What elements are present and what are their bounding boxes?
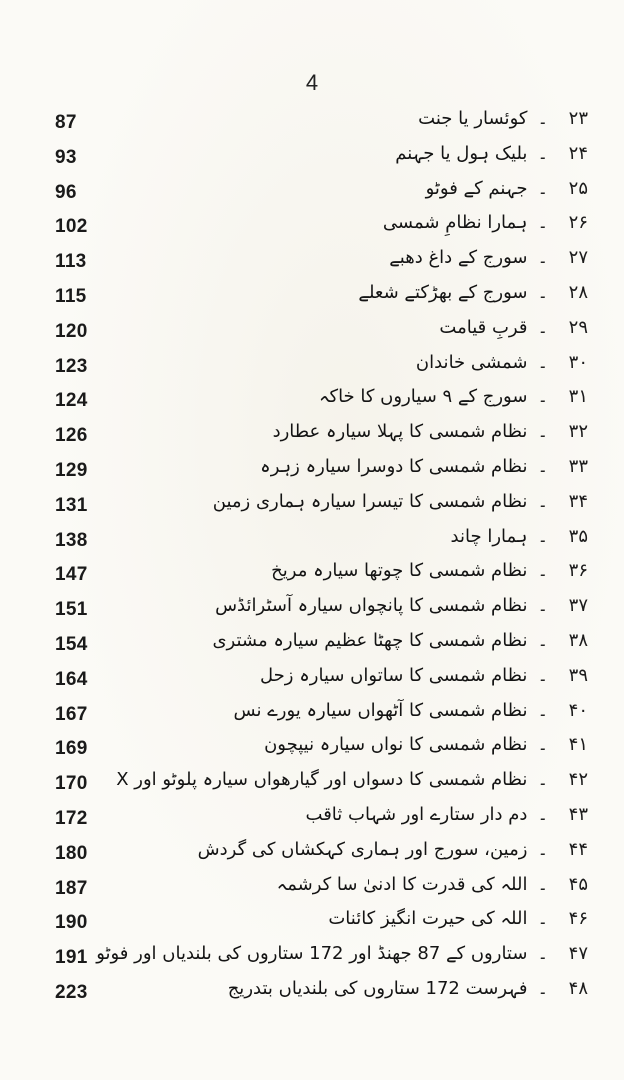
toc-entry-separator: ۔ — [537, 838, 548, 860]
toc-entry-number: ۳۸ — [568, 629, 588, 651]
toc-entry-title: شمشی خاندان — [415, 351, 528, 373]
toc-entry-title: جہنم کے فوٹو — [425, 177, 528, 199]
toc-entry-text — [260, 665, 588, 686]
toc-entry — [0, 212, 624, 247]
toc-page-number: 120 — [55, 320, 88, 342]
toc-page-number: 131 — [55, 494, 88, 516]
toc-entry — [0, 143, 624, 178]
toc-entry-separator: ۔ — [537, 108, 548, 129]
toc-entry-text — [389, 247, 588, 268]
toc-entry-number: ۳۳ — [568, 455, 588, 477]
toc-entry-text — [271, 560, 588, 581]
toc-entry-text — [306, 804, 588, 825]
toc-page-number: 154 — [55, 633, 88, 655]
toc-entry-separator: ۔ — [537, 316, 548, 338]
toc-entry-number: ۳۱ — [568, 386, 588, 408]
toc-entry — [0, 386, 624, 421]
toc-entry-title: نظام شمسی کا نواں سیارہ نیپچون — [264, 734, 528, 756]
toc-entry-text — [383, 212, 588, 233]
toc-entry — [0, 978, 624, 1013]
toc-entry — [0, 908, 624, 943]
toc-entry-text — [215, 595, 588, 616]
toc-entry-title: اللہ کی قدرت کا ادنیٰ سا کرشمہ — [276, 873, 528, 895]
toc-page-number: 129 — [55, 459, 88, 481]
toc-page-number: 151 — [55, 599, 88, 621]
toc-entry-title: نظام شمسی کا آٹھواں سیارہ یورے نس — [233, 699, 528, 721]
toc-entry-text — [451, 526, 588, 547]
toc-entry-separator: ۔ — [537, 908, 548, 930]
toc-entry — [0, 874, 624, 909]
toc-entry-number: ۴۵ — [568, 873, 588, 895]
toc-entry-number: ۳۲ — [568, 421, 588, 443]
toc-entry-separator: ۔ — [537, 212, 548, 234]
toc-page-number: 170 — [55, 773, 88, 795]
toc-entry-number: ۴۶ — [568, 908, 588, 930]
toc-entry — [0, 317, 624, 352]
toc-entry-number: ۲۳ — [568, 108, 588, 129]
toc-entry-separator: ۔ — [537, 560, 548, 582]
toc-entry-separator: ۔ — [537, 455, 548, 477]
toc-entry — [0, 700, 624, 735]
toc-entry-separator: ۔ — [537, 769, 548, 791]
toc-entry-title: ہمارا نظامِ شمسی — [382, 212, 528, 234]
toc-entry-title: بلیک ہول یا جہنم — [395, 142, 528, 164]
toc-entry-separator: ۔ — [537, 629, 548, 651]
toc-entry-title: سورج کے بھڑکتے شعلے — [358, 281, 528, 303]
toc-entry-number: ۲۵ — [568, 177, 588, 199]
toc-page-number: 123 — [55, 355, 88, 377]
toc-entry — [0, 595, 624, 630]
toc-entry-title: نظام شمسی کا پہلا سیارہ عطارد — [272, 421, 528, 443]
toc-entry-title: نظام شمسی کا ساتواں سیارہ زحل — [260, 664, 528, 686]
toc-entry-separator: ۔ — [537, 873, 548, 895]
toc-page-number: 93 — [55, 146, 77, 168]
toc-entry-text — [212, 630, 588, 651]
toc-entry-separator: ۔ — [537, 351, 548, 373]
toc-entry-separator: ۔ — [537, 281, 548, 303]
toc-page-number: 113 — [55, 251, 87, 273]
toc-entry-text — [418, 108, 588, 129]
toc-entry-title: زمین، سورج اور ہماری کہکشاں کی گردش — [197, 838, 528, 860]
toc-entry — [0, 352, 624, 387]
toc-entry-title: کوئسار یا جنت — [418, 108, 528, 129]
toc-entry-title: سورج کے داغ دھبے — [389, 247, 528, 269]
table-of-contents — [0, 108, 624, 1013]
toc-page-number: 164 — [55, 668, 88, 690]
toc-entry-number: ۴۱ — [568, 734, 588, 756]
toc-entry-title: نظام شمسی کا چوتھا سیارہ مریخ — [271, 560, 528, 582]
toc-entry-number: ۲۹ — [568, 316, 588, 338]
toc-entry-title: فہرست 172 ستاروں کی بلندیاں بتدریج — [227, 977, 528, 999]
toc-entry — [0, 839, 624, 874]
toc-entry-number: ۳۷ — [568, 595, 588, 617]
toc-page-number: 167 — [55, 703, 88, 725]
toc-page-number: 102 — [55, 216, 88, 238]
toc-page-number: 187 — [55, 877, 88, 899]
toc-entry-text — [328, 908, 588, 929]
toc-page-number: 169 — [55, 738, 88, 760]
toc-entry — [0, 282, 624, 317]
toc-entry-separator: ۔ — [537, 595, 548, 617]
toc-entry-number: ۴۸ — [568, 977, 588, 999]
toc-page-number: 180 — [55, 842, 88, 864]
toc-entry-title: اللہ کی حیرت انگیز کائنات — [328, 908, 528, 930]
toc-entry-number: ۴۴ — [568, 838, 588, 860]
toc-page-number: 191 — [55, 947, 88, 969]
toc-page-number: 126 — [55, 425, 88, 447]
toc-page-number: 96 — [55, 181, 77, 203]
toc-entry-separator: ۔ — [537, 525, 548, 547]
toc-entry-title: نظام شمسی کا دوسرا سیارہ زہرہ — [260, 455, 528, 477]
toc-entry-separator: ۔ — [537, 177, 548, 199]
toc-entry-separator: ۔ — [537, 943, 548, 965]
toc-entry-number: ۲۶ — [568, 212, 588, 234]
toc-entry-title: قربِ قیامت — [439, 316, 528, 338]
toc-entry-separator: ۔ — [537, 247, 548, 269]
toc-entry — [0, 421, 624, 456]
toc-page-number: 147 — [55, 564, 88, 586]
toc-entry-text — [358, 282, 588, 303]
toc-entry-number: ۴۷ — [568, 943, 588, 965]
toc-page-number: 172 — [55, 807, 88, 829]
toc-entry-number: ۲۸ — [568, 281, 588, 303]
toc-entry-separator: ۔ — [537, 386, 548, 408]
toc-entry — [0, 943, 624, 978]
toc-entry-text — [277, 874, 588, 895]
toc-entry — [0, 734, 624, 769]
toc-entry — [0, 804, 624, 839]
toc-entry — [0, 665, 624, 700]
toc-entry-text — [96, 943, 588, 964]
toc-page-number: 124 — [55, 390, 88, 412]
toc-entry-number: ۲۷ — [568, 247, 588, 269]
toc-entry-text — [228, 978, 588, 999]
toc-entry — [0, 456, 624, 491]
toc-entry — [0, 491, 624, 526]
toc-entry-separator: ۔ — [537, 664, 548, 686]
toc-entry-separator: ۔ — [537, 142, 548, 164]
toc-entry — [0, 560, 624, 595]
toc-entry — [0, 526, 624, 561]
toc-page-number: 138 — [55, 529, 88, 551]
toc-entry-title: نظام شمسی کا چھٹا عظیم سیارہ مشتری — [212, 629, 528, 651]
toc-entry-title: ستاروں کے 87 جھنڈ اور 172 ستاروں کی بلندیاں اور فوٹو — [96, 943, 528, 965]
toc-page-number: 190 — [55, 912, 88, 934]
page-number: 4 — [305, 70, 319, 95]
toc-entry — [0, 630, 624, 665]
toc-entry-number: ۳۹ — [568, 664, 588, 686]
toc-entry-number: ۴۰ — [568, 699, 588, 721]
toc-entry-number: ۳۶ — [568, 560, 588, 582]
toc-entry-number: ۳۰ — [568, 351, 588, 373]
toc-entry-text — [234, 700, 588, 721]
toc-entry-separator: ۔ — [537, 803, 548, 825]
toc-entry-text — [198, 839, 588, 860]
toc-entry-separator: ۔ — [537, 490, 548, 512]
toc-entry-text — [319, 386, 588, 407]
toc-entry-text — [439, 317, 588, 338]
toc-entry-text — [264, 734, 588, 755]
toc-entry — [0, 769, 624, 804]
toc-entry-title: ہمارا چاند — [450, 525, 528, 547]
toc-entry-separator: ۔ — [537, 699, 548, 721]
toc-entry-text — [416, 352, 588, 373]
toc-entry-separator: ۔ — [537, 421, 548, 443]
toc-entry — [0, 247, 624, 282]
toc-entry-text — [116, 769, 588, 790]
toc-entry-text — [273, 421, 588, 442]
toc-page-number: 87 — [55, 112, 77, 133]
toc-entry-text — [213, 491, 588, 512]
toc-entry-title: نظام شمسی کا تیسرا سیارہ ہماری زمین — [212, 490, 528, 512]
toc-entry — [0, 108, 624, 143]
toc-entry-text — [260, 456, 588, 477]
toc-entry-text — [395, 143, 588, 164]
toc-entry-number: ۴۳ — [568, 803, 588, 825]
toc-entry — [0, 178, 624, 213]
toc-entry-title: نظام شمسی کا دسواں اور گیارھواں سیارہ پلوٹو اور X — [116, 769, 528, 791]
toc-entry-number: ۴۲ — [568, 769, 588, 791]
toc-entry-separator: ۔ — [537, 734, 548, 756]
toc-entry-title: دم دار ستارے اور شہاب ثاقب — [305, 803, 528, 825]
toc-page-number: 115 — [55, 285, 87, 307]
toc-entry-separator: ۔ — [537, 977, 548, 999]
toc-entry-title: سورج کے ۹ سیاروں کا خاکہ — [318, 386, 528, 408]
toc-page-number: 223 — [55, 981, 88, 1003]
toc-entry-number: ۳۵ — [568, 525, 588, 547]
toc-entry-number: ۲۴ — [568, 142, 588, 164]
toc-entry-number: ۳۴ — [568, 490, 588, 512]
toc-entry-text — [426, 178, 588, 199]
toc-entry-title: نظام شمسی کا پانچواں سیارہ آسٹرائڈس — [215, 595, 528, 617]
